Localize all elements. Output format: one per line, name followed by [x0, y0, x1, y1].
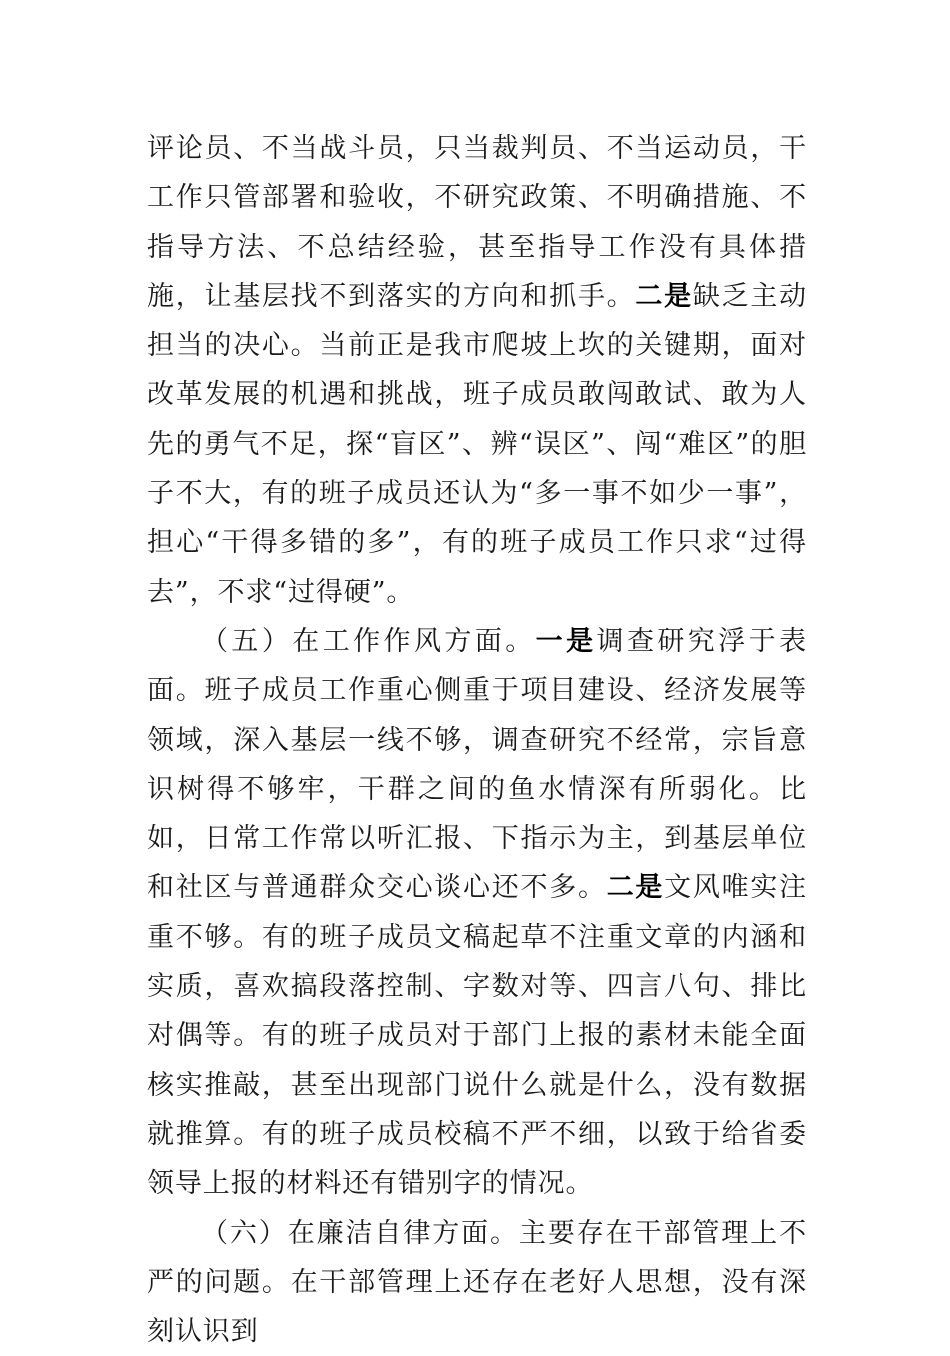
body-text [147, 124, 807, 1356]
text-segment: 缺乏主动担当的决心。当前正是我市爬坡上坎的关键期，面对改革发展的机遇和挑战，班子成员敢闯敢试、敢为人先的勇气不足，探“盲区”、辨“误区”、闯“难区”的胆子不大，有的班子成员还认为“多一事不如少一事”，担心“干得多错的多”，有的班子成员工作只求“过得去”，不求“过得硬”。 [147, 280, 807, 608]
bold-lead-phrase: 二是 [606, 872, 665, 904]
paragraph-section-6 [147, 1209, 807, 1356]
section-heading: （五）在工作作风方面。 [201, 625, 536, 657]
text-segment: 调查研究浮于表面。班子成员工作重心侧重于项目建设、经济发展等领域，深入基层一线不够，调查研究不经常，宗旨意识树得不够牢，干群之间的鱼水情深有所弱化。比如，日常工作常以听汇报、下指示为主，到基层单位和社区与普通群众交心谈心还不多。 [147, 625, 807, 904]
bold-lead-phrase: 二是 [635, 280, 693, 312]
paragraph-continuation [147, 124, 807, 617]
paragraph-section-5 [147, 617, 807, 1209]
text-segment: 评论员、不当战斗员，只当裁判员、不当运动员，干工作只管部署和验收，不研究政策、不明确措施、不指导方法、不总结经验，甚至指导工作没有具体措施，让基层找不到落实的方向和抓手。 [147, 133, 807, 312]
text-segment: （六）在廉洁自律方面。主要存在干部管理上不严的问题。在干部管理上还存在老好人思想，没有深刻认识到 [147, 1217, 807, 1348]
text-segment: 文风唯实注重不够。有的班子成员文稿起草不注重文章的内涵和实质，喜欢搞段落控制、字数对等、四言八句、排比对偶等。有的班子成员对于部门上报的素材未能全面核实推敲，甚至出现部门说什么就是什么，没有数据就推算。有的班子成员校稿不严不细，以致于给省委领导上报的材料还有错别字的情况。 [147, 872, 807, 1200]
bold-lead-phrase: 一是 [535, 625, 597, 657]
